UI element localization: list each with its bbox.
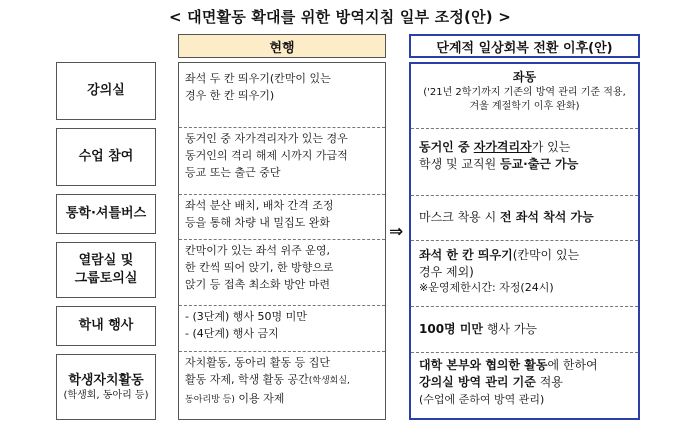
cell-line [419, 139, 630, 156]
cell-line [419, 156, 630, 173]
cell-text: 에 한하여 [547, 358, 598, 372]
cell-line: 칸막이가 있는 좌석 위주 운영, [185, 244, 330, 257]
cell-line: 자치활동, 동아리 활동 등 집단 [185, 356, 330, 369]
new-cell-class-attendance [411, 136, 638, 176]
row-label-lecture-room [56, 62, 156, 120]
current-cell-shuttle-bus [179, 194, 385, 234]
cell-bold-underline: 자가격리자 [473, 140, 532, 154]
current-policy-column [178, 62, 386, 420]
new-cell-lecture-room [411, 66, 638, 117]
cell-line: 앉기 등 접촉 최소화 방안 마련 [185, 278, 330, 291]
row-label-text: 수업 참여 [78, 149, 134, 164]
row-label-text: 학생자치활동 [68, 373, 144, 388]
row-divider [411, 195, 638, 196]
cell-line: 동거인의 격리 해제 시까지 가급적 [185, 149, 348, 162]
cell-line [185, 390, 379, 409]
header-current: 현행 [178, 34, 386, 58]
cell-note: (수업에 준하여 방역 관리) [419, 393, 545, 406]
cell-line [419, 374, 630, 391]
current-cell-class-attendance [179, 127, 385, 184]
transition-arrow-icon: ⇒ [389, 222, 404, 242]
current-cell-lecture-room [179, 67, 385, 107]
cell-bold: 강의실 방역 관리 기준 [419, 375, 536, 389]
cell-line: 경우 한 칸 띄우기) [185, 89, 275, 102]
row-label-campus-events [56, 306, 156, 346]
cell-text: 학생 및 교직원 [419, 157, 500, 171]
header-new: 단계적 일상회복 전환 이후(안) [409, 34, 640, 58]
cell-text-small: (학생회실, [308, 376, 350, 386]
current-cell-reading-room [179, 239, 385, 296]
cell-line [419, 357, 630, 374]
cell-line: 등을 통해 차량 내 밀집도 완화 [185, 216, 330, 229]
cell-bold: 대학 본부와 협의한 활동 [419, 358, 548, 372]
row-label-text: 학내 행사 [78, 318, 134, 333]
row-divider [411, 306, 638, 307]
row-label-text: 열람실 및 [78, 253, 134, 268]
cell-line [185, 371, 379, 390]
row-divider [411, 128, 638, 129]
new-policy-column [409, 62, 640, 420]
cell-text-small: 동아리방 등) [185, 395, 235, 405]
cell-text: 적용 [535, 375, 563, 389]
current-cell-campus-events [179, 305, 385, 345]
row-label-student-activities [56, 354, 156, 420]
cell-line: 등교 또는 출근 중단 [185, 166, 281, 179]
new-cell-shuttle-bus [411, 206, 638, 229]
cell-line [419, 247, 630, 264]
row-label-subtext: (학생회, 동아리 등) [63, 390, 149, 401]
row-label-text: 그룹토의실 [74, 271, 138, 286]
row-label-shuttle-bus [56, 194, 156, 234]
cell-bold: 동거인 중 [419, 140, 474, 154]
new-cell-campus-events [411, 318, 638, 341]
cell-line: 한 칸씩 띄어 앉기, 한 방향으로 [185, 261, 334, 274]
row-label-text: 강의실 [87, 83, 125, 98]
cell-text: 가 있는 [531, 140, 571, 154]
cell-line: 좌석 두 칸 띄우기(칸막이 있는 [185, 72, 331, 85]
row-divider [411, 240, 638, 241]
cell-note: ('21년 2학기까지 기존의 방역 관리 기준 적용, 겨울 계절학기 이후 완화) [423, 87, 626, 112]
current-cell-student-activities [179, 351, 385, 412]
cell-note: ※운영제한시간: 자정(24시) [419, 281, 554, 294]
cell-bold: 좌석 한 칸 띄우기 [419, 248, 513, 262]
row-divider [411, 352, 638, 353]
cell-text: 마스크 착용 시 [419, 210, 500, 224]
cell-line: - (4단계) 행사 금지 [185, 327, 279, 340]
cell-bold: 전 좌석 착석 가능 [500, 210, 594, 224]
cell-text: 활동 자제, 학생 활동 공간 [185, 373, 309, 386]
cell-text: 행사 가능 [483, 322, 538, 336]
cell-bold: 등교·출근 가능 [500, 157, 579, 171]
cell-line: - (3단계) 행사 50명 미만 [185, 310, 307, 323]
cell-line: 경우 제외) [419, 265, 474, 279]
cell-bold: 100명 미만 [419, 322, 484, 336]
cell-text: 이용 자제 [234, 392, 285, 405]
cell-text: (칸막이 있는 [512, 248, 580, 262]
page-title: < 대면활동 확대를 위한 방역지침 일부 조정(안) > [168, 8, 512, 26]
row-label-class-attendance [56, 128, 156, 186]
cell-line: 좌석 분산 배치, 배차 간격 조정 [185, 199, 334, 212]
cell-line: 동거인 중 자가격리자가 있는 경우 [185, 132, 348, 145]
new-cell-student-activities [411, 354, 638, 411]
row-label-reading-room [56, 242, 156, 298]
new-cell-reading-room [411, 244, 638, 298]
row-label-text: 통학·셔틀버스 [65, 206, 147, 221]
cell-line: 좌동 [512, 70, 537, 84]
